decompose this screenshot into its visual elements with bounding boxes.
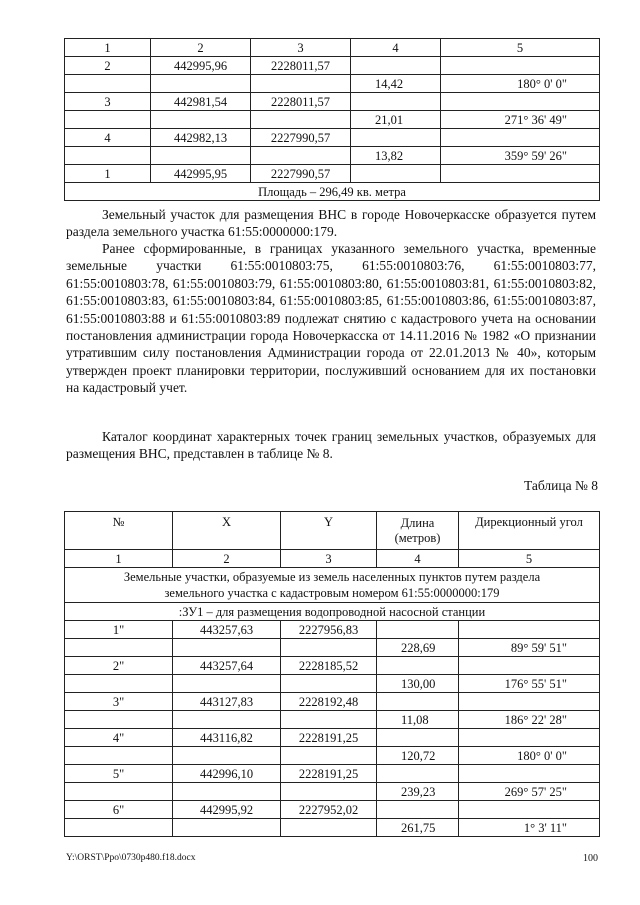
segment-length: 11,08 bbox=[377, 711, 459, 729]
segment-angle: 269° 57' 25" bbox=[459, 783, 600, 801]
area-total: Площадь – 296,49 кв. метра bbox=[65, 183, 600, 201]
table-caption: Таблица № 8 bbox=[524, 478, 598, 493]
header-y: Y bbox=[281, 512, 377, 550]
point-row bbox=[65, 57, 600, 75]
segment-length: 14,42 bbox=[351, 75, 441, 93]
point-y: 2227952,02 bbox=[281, 801, 377, 819]
segment-row bbox=[65, 747, 600, 765]
segment-row bbox=[65, 111, 600, 129]
subsection-row bbox=[65, 603, 600, 621]
point-number: 6" bbox=[65, 801, 173, 819]
segment-length: 228,69 bbox=[377, 639, 459, 657]
col-number: 4 bbox=[377, 550, 459, 568]
subsection-title: :ЗУ1 – для размещения водопроводной насосной станции bbox=[65, 603, 600, 621]
area-row bbox=[65, 183, 600, 201]
paragraph-formation: Земельный участок для размещения ВНС в городе Новочеркасске образуется путем раздела земельного участка 61:55:0000000:179. bbox=[66, 207, 596, 240]
point-x: 442995,92 bbox=[173, 801, 281, 819]
point-row bbox=[65, 621, 600, 639]
point-number: 1" bbox=[65, 621, 173, 639]
header-row bbox=[65, 512, 600, 550]
point-x: 442995,96 bbox=[151, 57, 251, 75]
point-number: 4" bbox=[65, 729, 173, 747]
point-number: 2 bbox=[65, 57, 151, 75]
point-row bbox=[65, 693, 600, 711]
point-x: 442995,95 bbox=[151, 165, 251, 183]
point-y: 2228191,25 bbox=[281, 765, 377, 783]
coordinates-table-8 bbox=[64, 511, 600, 837]
point-x: 442981,54 bbox=[151, 93, 251, 111]
segment-angle: 180° 0' 0" bbox=[441, 75, 600, 93]
header-number: № bbox=[65, 512, 173, 550]
column-numbers-row bbox=[65, 39, 600, 57]
point-x: 443127,83 bbox=[173, 693, 281, 711]
point-x: 443257,63 bbox=[173, 621, 281, 639]
point-x: 443116,82 bbox=[173, 729, 281, 747]
col-number: 2 bbox=[151, 39, 251, 57]
point-y: 2227990,57 bbox=[251, 165, 351, 183]
document-path: Y:\ORST\Ppo\0730p480.f18.docx bbox=[66, 853, 196, 863]
point-row bbox=[65, 93, 600, 111]
point-row bbox=[65, 129, 600, 147]
point-row bbox=[65, 657, 600, 675]
point-row bbox=[65, 801, 600, 819]
segment-angle: 271° 36' 49" bbox=[441, 111, 600, 129]
point-row bbox=[65, 165, 600, 183]
segment-length: 239,23 bbox=[377, 783, 459, 801]
col-number: 5 bbox=[459, 550, 600, 568]
section-row bbox=[65, 568, 600, 603]
point-number: 3" bbox=[65, 693, 173, 711]
point-x: 442996,10 bbox=[173, 765, 281, 783]
header-x: X bbox=[173, 512, 281, 550]
segment-row bbox=[65, 675, 600, 693]
point-y: 2227956,83 bbox=[281, 621, 377, 639]
segment-angle: 180° 0' 0" bbox=[459, 747, 600, 765]
point-y: 2228185,52 bbox=[281, 657, 377, 675]
header-angle: Дирекционный угол bbox=[459, 512, 600, 550]
paragraph-catalog: Каталог координат характерных точек границ земельных участков, образуемых для размещения ВНС, представлен в таблице № 8. bbox=[66, 429, 596, 462]
segment-row bbox=[65, 711, 600, 729]
section-title: Земельные участки, образуемые из земель населенных пунктов путем раздела земельного участка с кадастровым номером 61:55:0000000:179 bbox=[65, 568, 600, 603]
col-number: 2 bbox=[173, 550, 281, 568]
segment-angle: 359° 59' 26" bbox=[441, 147, 600, 165]
segment-row bbox=[65, 819, 600, 837]
segment-length: 130,00 bbox=[377, 675, 459, 693]
point-row bbox=[65, 765, 600, 783]
segment-length: 120,72 bbox=[377, 747, 459, 765]
segment-row bbox=[65, 147, 600, 165]
point-y: 2228011,57 bbox=[251, 93, 351, 111]
paragraph-temporary-plots: Ранее сформированные, в границах указанного земельного участка, временные земельные участки 61:55:0010803:75, 61:55:0010803:76, 61:55:0010803:77, 61:55:0010803:78, 61:55:0010803:79, 61:55:0010803:80, 61:55:0010803:81, 61:55:0010803:82, 61:55:0010803:83, 61:55:0010803:84, 61:55:0010803:85, 61:55:0010803:86, 61:55:0010803:87, 61:55:0010803:88 и 61:55:0010803:89 подлежат снятию с кадастрового учета на основании постановления администрации города Новочеркасска от 14.11.2016 № 1982 «О признании утратившим силу постановления Администрации города от 22.01.2013 № 40», которым утвержден проект планировки территории, послуживший основанием для их постановки на кадастровый учет. bbox=[66, 241, 596, 396]
segment-row bbox=[65, 783, 600, 801]
segment-length: 13,82 bbox=[351, 147, 441, 165]
col-number: 1 bbox=[65, 550, 173, 568]
header-length: Длина (метров) bbox=[377, 512, 459, 550]
segment-angle: 1° 3' 11" bbox=[459, 819, 600, 837]
col-number: 3 bbox=[281, 550, 377, 568]
col-number: 3 bbox=[251, 39, 351, 57]
point-number: 4 bbox=[65, 129, 151, 147]
point-y: 2228191,25 bbox=[281, 729, 377, 747]
segment-row bbox=[65, 639, 600, 657]
segment-length: 21,01 bbox=[351, 111, 441, 129]
segment-length: 261,75 bbox=[377, 819, 459, 837]
point-number: 2" bbox=[65, 657, 173, 675]
point-x: 442982,13 bbox=[151, 129, 251, 147]
point-y: 2227990,57 bbox=[251, 129, 351, 147]
segment-angle: 176° 55' 51" bbox=[459, 675, 600, 693]
point-number: 5" bbox=[65, 765, 173, 783]
point-x: 443257,64 bbox=[173, 657, 281, 675]
coordinates-table-continued bbox=[64, 38, 600, 201]
column-numbers-row bbox=[65, 550, 600, 568]
segment-row bbox=[65, 75, 600, 93]
col-number: 5 bbox=[441, 39, 600, 57]
point-row bbox=[65, 729, 600, 747]
point-number: 3 bbox=[65, 93, 151, 111]
page-number: 100 bbox=[583, 853, 598, 864]
segment-angle: 89° 59' 51" bbox=[459, 639, 600, 657]
point-number: 1 bbox=[65, 165, 151, 183]
point-y: 2228011,57 bbox=[251, 57, 351, 75]
col-number: 1 bbox=[65, 39, 151, 57]
segment-angle: 186° 22' 28" bbox=[459, 711, 600, 729]
col-number: 4 bbox=[351, 39, 441, 57]
point-y: 2228192,48 bbox=[281, 693, 377, 711]
